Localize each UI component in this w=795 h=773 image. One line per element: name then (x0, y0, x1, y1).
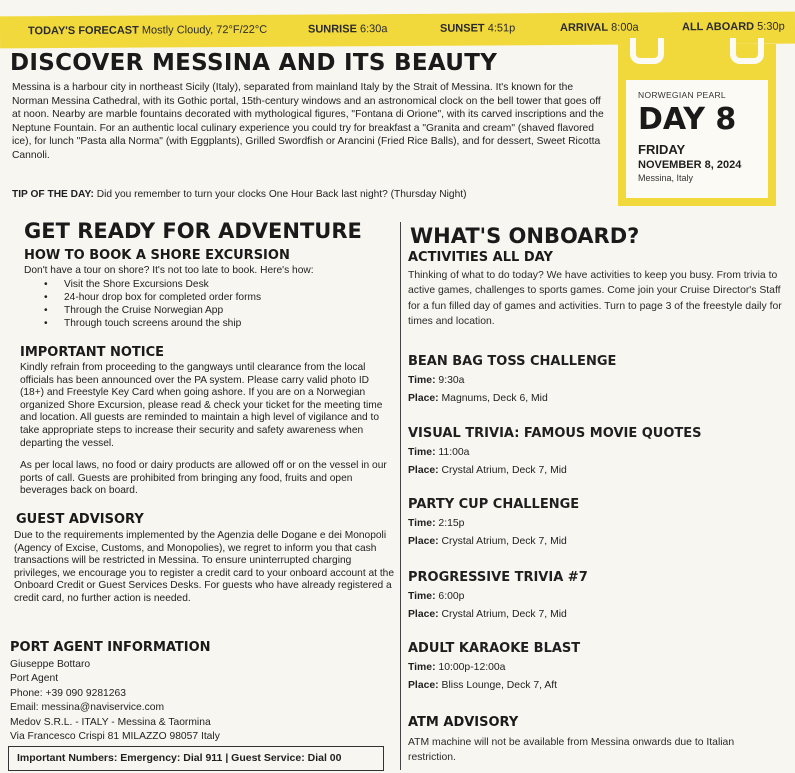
list-item: • Through touch screens around the ship (64, 317, 261, 330)
agent-role: Port Agent (10, 673, 59, 685)
activity-time (408, 591, 464, 602)
place-label: Place: (408, 680, 439, 691)
port-agent-heading: PORT AGENT INFORMATION (10, 640, 211, 655)
day-badge (618, 44, 776, 206)
all-aboard: ALL ABOARD 5:30p (681, 20, 785, 34)
activity-time (408, 375, 464, 386)
place-value: Crystal Atrium, Deck 7, Mid (441, 609, 567, 620)
activity-time (408, 447, 469, 458)
weekday: FRIDAY (638, 142, 686, 157)
ship-name: NORWEGIAN PEARL (638, 90, 726, 100)
place-value: Magnums, Deck 6, Mid (441, 393, 548, 404)
important-notice-heading: IMPORTANT NOTICE (20, 345, 165, 360)
time-label: Time: (408, 375, 436, 386)
shore-excursion-intro: Don't have a tour on shore? It's not too late to book. Here's how: (24, 265, 314, 276)
sunrise: SUNRISE 6:30a (307, 23, 388, 36)
intro-paragraph: Messina is a harbour city in northeast Sicily (Italy), separated from mainland Italy by the Strait of Messina. It's known for the Norman Messina Cathedral, with its Gothic portal, 15th-century windows and an astronomical clock on the bell tower that goes off at noon. Nearby are marble fountains decorated with mythological figures, "Fontana di Orione", with its carved inscriptions and the Neptune Fountain. For an authentic local culinary experience you could try for breakfast a "Granita and cream" (shaved flavored ice), for lunch "Pasta alla Norma" (with Eggplants), Grilled Swordfish or Arancini (Fried Rice Balls), and for dessert, Sweet Ricotta Cannoli. (12, 82, 604, 161)
arrival: ARRIVAL 8:00a (559, 21, 639, 35)
activity-place (408, 393, 548, 404)
activity-place (408, 465, 567, 476)
time-value: 10:00p-12:00a (438, 662, 506, 673)
place-label: Place: (408, 609, 439, 620)
time-label: Time: (408, 447, 436, 458)
list-item: • Through the Cruise Norwegian App (64, 304, 261, 317)
page-title: DISCOVER MESSINA AND ITS BEAUTY (10, 50, 498, 76)
place-value: Crystal Atrium, Deck 7, Mid (441, 536, 567, 547)
badge-card (626, 80, 768, 198)
atm-advisory-heading: ATM ADVISORY (408, 715, 519, 730)
time-value: 11:00a (438, 447, 470, 458)
info-bar (0, 12, 795, 49)
important-numbers-box: Important Numbers: Emergency: Dial 911 | Guest Service: Dial 00 (8, 746, 384, 771)
time-label: Time: (408, 518, 436, 529)
left-column-title: GET READY FOR ADVENTURE (24, 219, 362, 243)
activity-time (408, 518, 464, 529)
activity-time (408, 662, 505, 673)
column-divider (400, 222, 401, 770)
activity-title: ADULT KARAOKE BLAST (408, 641, 581, 656)
shore-excursion-list (16, 278, 261, 330)
list-item: • Visit the Shore Excursions Desk (64, 278, 261, 291)
place-label: Place: (408, 393, 439, 404)
shore-excursion-heading: HOW TO BOOK A SHORE EXCURSION (24, 248, 290, 263)
agent-company: Medov S.R.L. - ITALY - Messina & Taormina (10, 716, 211, 728)
important-notice-text: Kindly refrain from proceeding to the gangways until clearance from the local officials has been announced over the PA system. Please carry valid photo ID (18+) and Freestyle Key Card when going ashore. If you are on a Norwegian organized Shore Excursion, please read & check your ticket for the meeting time and location. All guests are reminded to maintain a high level of vigilance and to take appropriate steps to increase their security and safety awareness when departing the vessel. (20, 362, 383, 449)
list-item: • 24-hour drop box for completed order forms (64, 291, 261, 304)
date: NOVEMBER 8, 2024 (638, 159, 742, 171)
time-value: 9:30a (438, 375, 465, 386)
activities-all-day-heading: ACTIVITIES ALL DAY (408, 250, 553, 265)
activity-place (408, 536, 567, 547)
time-label: Time: (408, 591, 436, 602)
activity-title: BEAN BAG TOSS CHALLENGE (408, 354, 617, 369)
right-column-title: WHAT'S ONBOARD? (410, 224, 640, 248)
activity-title: PARTY CUP CHALLENGE (408, 497, 580, 512)
tip-of-the-day (12, 189, 466, 200)
port-agent-info (10, 658, 220, 744)
activity-place (408, 609, 567, 620)
time-label: Time: (408, 662, 436, 673)
time-value: 6:00p (438, 591, 465, 602)
forecast: TODAY'S FORECAST Mostly Cloudy, 72°F/22°C (27, 23, 268, 38)
agent-phone: Phone: +39 090 9281263 (10, 687, 126, 699)
day-number: DAY 8 (638, 102, 737, 137)
agent-name: Giuseppe Bottaro (10, 659, 91, 670)
tip-text: Did you remember to turn your clocks One Hour Back last night? (Thursday Night) (96, 189, 467, 200)
place-value: Crystal Atrium, Deck 7, Mid (441, 465, 567, 476)
calendar-ring-icon (630, 38, 664, 64)
activities-all-day-text: Thinking of what to do today? We have activities to keep you busy. From trivia to active games, challenges to sports games. Come join your Cruise Director's Staff for a fun filled day of games and activities. Turn to page 3 of the freestyle daily for times and location. (408, 270, 782, 328)
place-value: Bliss Lounge, Deck 7, Aft (441, 680, 558, 691)
agent-email: Email: messina@naviservice.com (10, 702, 165, 714)
place-label: Place: (408, 465, 439, 476)
activity-place (408, 680, 557, 691)
tip-label: TIP OF THE DAY: (12, 189, 94, 200)
port-name: Messina, Italy (638, 173, 694, 183)
time-value: 2:15p (438, 518, 465, 529)
food-policy-text: As per local laws, no food or dairy products are allowed off or on the vessel in our ports of call. Guests are prohibited from bringing any food, fruits and open beverages back on board. (20, 460, 387, 497)
guest-advisory-heading: GUEST ADVISORY (16, 512, 144, 527)
activity-title: PROGRESSIVE TRIVIA #7 (408, 570, 588, 585)
agent-address: Via Francesco Crispi 81 MILAZZO 98057 Italy (10, 731, 220, 743)
activity-title: VISUAL TRIVIA: FAMOUS MOVIE QUOTES (408, 426, 702, 441)
guest-advisory-text: Due to the requirements implemented by the Agenzia delle Dogane e dei Monopoli (Agency of Excise, Customs, and Monopolies), we regret to inform you that cash transactions will be restricted in Messina. To ensure uninterrupted charging privileges, we encourage you to register a credit card to your onboard account at the Onboard Credit or Guest Services Desks. For guests who have already registered a credit card, no further action is needed. (14, 530, 394, 604)
sunset: SUNSET 4:51p (439, 22, 516, 35)
atm-advisory-text: ATM machine will not be available from Messina onwards due to Italian restriction. (408, 737, 735, 764)
place-label: Place: (408, 536, 439, 547)
calendar-ring-icon (730, 38, 764, 64)
